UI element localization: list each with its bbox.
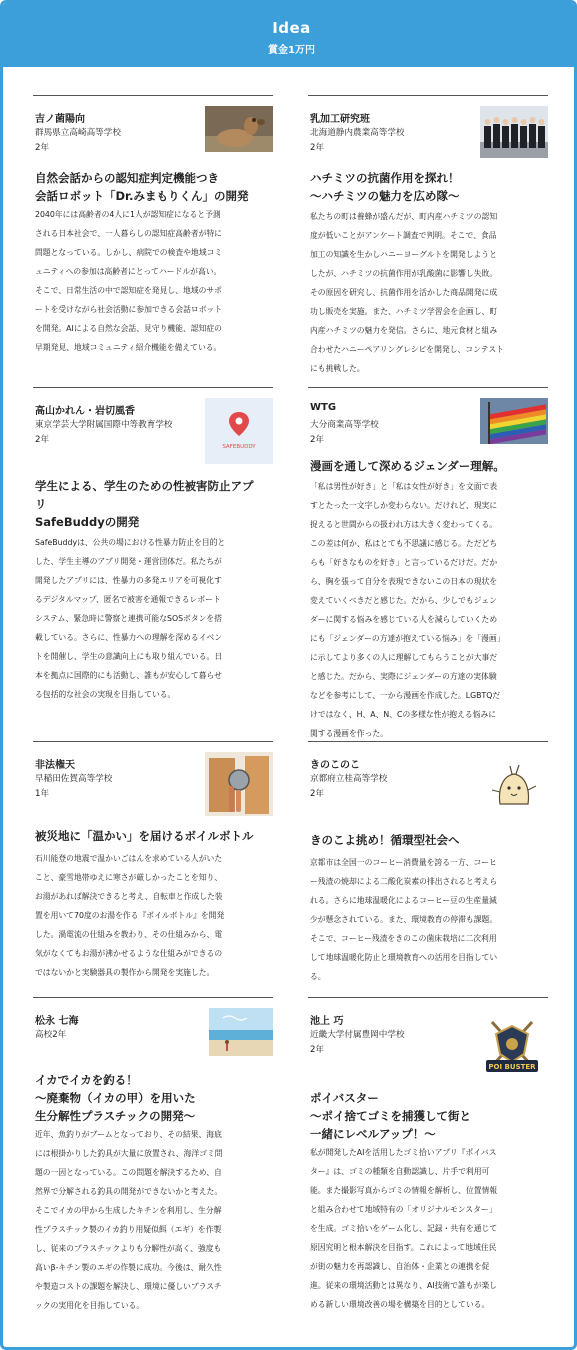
school-name: 北海道静内農業高等学校 — [310, 128, 405, 138]
author-name: 池上 巧 — [310, 1016, 344, 1027]
idea-title: ポイバスター 〜ポイ捨てゴミを捕獲して街と 一緒にレベルアップ！〜 — [310, 1091, 471, 1141]
idea-title: 学生による、学生のための性被害防止アプ リ SafeBuddyの開発 — [35, 479, 254, 529]
author-name: 松永 七海 — [35, 1016, 79, 1027]
idea-description: 「私は男性が好き」と「私は女性が好き」を文面で表 すとたった一文字しか変わらない。だけれど、現実に 捉えると世間からの扱われ方は大きく変わってくる。 この差は何か、私はとても不思議に感じる。ただどち らも「好きなものを好き」と言っているだけだ。だか ら、胸を張って自分を表現できないこの日本の現状を 変えていくべきだと感じた。だから、少しでもジェン ダーに関する悩みを感じている人を減らしていくため にも「ジェンダーの方達が抱えている悩み」を「漫画」 に示してより多くの人に理解してもらうことが大事だ と感じた。だから、実際にジェンダーの方達の実体験 などを参考にして、一から漫画を作成した。LGBTQだ けではなく、H、A、N、Cの多様な性が抱える悩みに 関する漫画を作った。 — [310, 482, 505, 738]
author-name: 高山かれん・岩切風香 — [35, 406, 135, 417]
school-name: 近畿大学付属豊岡中学校 — [310, 1030, 405, 1040]
idea-title: 被災地に「温かい」を届けるボイルボトル — [35, 829, 254, 843]
school-name: 東京学芸大学附属国際中等教育学校 — [35, 420, 173, 430]
school-name: 群馬県立高崎高等学校 — [35, 128, 121, 138]
logo-text: SAFEBUDDY — [222, 444, 256, 450]
idea-description: 近年、魚釣りがブームとなっており、その結果、海底 には根掛かりした釣具が大量に放置され、海洋ゴミ問 題の一因となっている。この問題を解決するため、自 然界で分解される釣具の開発ができないかと考えた。 そこでイカの甲から生成したキチンを利用し、生分解 性プラスチック製のイカ釣り用疑似餌（エギ）を作製 し、従来のプラスチックよりも分解性が高く、強度も 高いβ-キチン製のエギの作製に成功。今後は、耐久性 や製造コストの課題を解決し、環境に優しいプラスチ ックの実用化を目指している。 — [35, 1130, 223, 1310]
prize-subtitle: 賞金1万円 — [268, 45, 315, 56]
panel-title: Idea — [272, 19, 311, 37]
idea-title: イカでイカを釣る！ 〜廃棄物（イカの甲）を用いた 生分解性プラスチックの開発〜 — [35, 1073, 196, 1123]
author-name: 非法権天 — [35, 760, 75, 771]
idea-description: 京都市は全国一のコーヒー消費量を誇る一方、コーヒ ー残渣の焼却による二酸化炭素の排出されると考えら れる。さらに地球温暖化によるコーヒー豆の生産量減 少が懸念されている。また、環境教育の停滞も課題。 そこで、コーヒー残渣をきのこの菌床栽培に二次利用 して地球温暖化防止と環境教育への活用を目指してい る。 — [310, 858, 498, 981]
idea-card — [33, 741, 273, 981]
grade: 2年 — [310, 789, 325, 799]
idea-card — [308, 95, 548, 385]
beach-photo-icon — [209, 1008, 273, 1056]
idea-title: 漫画を通して深めるジェンダー理解。 — [310, 459, 505, 473]
school-name: 大分商業高等学校 — [310, 420, 379, 430]
school-name: 高校2年 — [35, 1030, 67, 1040]
school-name: 早稲田佐賀高等学校 — [35, 774, 113, 784]
idea-card — [308, 997, 548, 1317]
grade: 2年 — [310, 143, 325, 153]
idea-card — [33, 997, 273, 1317]
boil-bottle-photo-icon — [205, 752, 273, 816]
grade: 2年 — [310, 435, 325, 445]
idea-description: SafeBuddyは、公共の場における性暴力防止を目的と した、学生主導のアプリ開発・運営団体だ。私たちが 開発したアプリには、性暴力の多発エリアを可視化す るデジタルマップ、匿名で被害を通報できるレポート システム、緊急時に警察と連携可能なSOSボタンを搭 載している。さらに、性暴力への理解を深めるイベン トを開催し、学生の意識向上にも取り組んでいる。日 本を拠点に国際的にも活動し、誰もが安心して暮らせ る包括的な社会の実現を目指している。 — [35, 538, 226, 699]
safebuddy-logo-icon — [205, 398, 273, 464]
idea-description: 2040年には高齢者の4人に1人が認知症になると予測 される日本社会で、一人暮らしの認知症高齢者が特に 問題となっている。しかし、病院での検査や地域コミ ュニティへの参加は高齢者にとってハードルが高い。 そこで、日常生活の中で認知症を発見し、地域のサポ ートを受けながら社会活動に参加できる会話ロボット を開発。AIによる自然な会話、見守り機能、認知症の 早期発見、地域コミュニティ紹介機能を備えている。 — [35, 210, 223, 352]
logo-text: POI BUSTER — [488, 1063, 536, 1071]
grade: 2年 — [35, 143, 50, 153]
idea-title: ハチミツの抗菌作用を探れ！ 〜ハチミツの魅力を広め隊〜 — [310, 171, 460, 203]
school-name: 京都府立桂高等学校 — [310, 774, 388, 784]
idea-card — [308, 741, 548, 981]
idea-description: 私が開発したAIを活用したゴミ拾いアプリ『ポイバス ター』は、ゴミの種類を自動認識し、片手で利用可 能。また撮影写真からゴミの情報を解析し、位置情報 と組み合わせて地域特有の「オリジナルモンスター」 を生成。ゴミ拾いをゲーム化し、記録・共有を通じて 原因究明と根本解決を目指す。これによって地域住民 が街の魅力を再認識し、自治体・企業との連携を促 進。従来の環境活動とは異なり、AI技術で誰もが楽し める新しい環境改善の場を構築を目的としている。 — [310, 1148, 498, 1309]
idea-title: 自然会話からの認知症判定機能つき 会話ロボット「Dr.みまもりくん」の開発 — [35, 171, 249, 203]
poi-buster-logo-icon — [482, 1016, 542, 1078]
idea-card — [33, 387, 273, 707]
author-name: きのこのこ — [310, 760, 360, 771]
idea-description: 石川能登の地震で温かいごはんを求めている人がいた こと、豪雪地帯ゆえに寒さが厳しかったことを知り、 お湯があれば解決できると考え、自転車と作成した装 置を用いて70度のお湯を作る『ボイルボトル』を開発 した。渦電流の仕組みを教わり、その仕組みから、電 気がなくてもお湯が沸かせるような仕組みができるの ではないかと実験器具の製作から開発を実施した。 — [35, 854, 225, 977]
author-name: 吉ノ菌陽向 — [35, 114, 85, 125]
mushroom-character-icon — [484, 756, 544, 812]
grade: 1年 — [35, 789, 50, 799]
group-photo-icon — [480, 106, 548, 158]
panel-header — [3, 3, 577, 67]
idea-card — [33, 95, 273, 385]
idea-description: 私たちの町は養蜂が盛んだが、町内産ハチミツの認知 度が低いことがアンケート調査で判明。そこで、食品 加工の知識を生かしハニーヨーグルトを開発しようと したが、ハチミツの抗菌作用が乳酸菌に影響し失敗。 その原因を研究し、抗菌作用を活かした商品開発に成 功し販売を実施。また、ハチミツ学習会を企画し、町 内産ハチミツの魅力を発信。さらに、地元食材と組み 合わせたハニーペアリングレシピを開発し、コンテスト にも挑戦した。 — [310, 212, 504, 373]
author-name: 乳加工研究班 — [310, 114, 370, 125]
grade: 2年 — [310, 1045, 325, 1055]
idea-title: きのこよ挑め！循環型社会へ — [310, 833, 460, 847]
deer-photo-icon — [205, 106, 273, 152]
rainbow-flag-photo-icon — [480, 398, 548, 444]
grade: 2年 — [35, 435, 50, 445]
author-name: WTG — [310, 402, 337, 413]
idea-card — [308, 387, 548, 738]
